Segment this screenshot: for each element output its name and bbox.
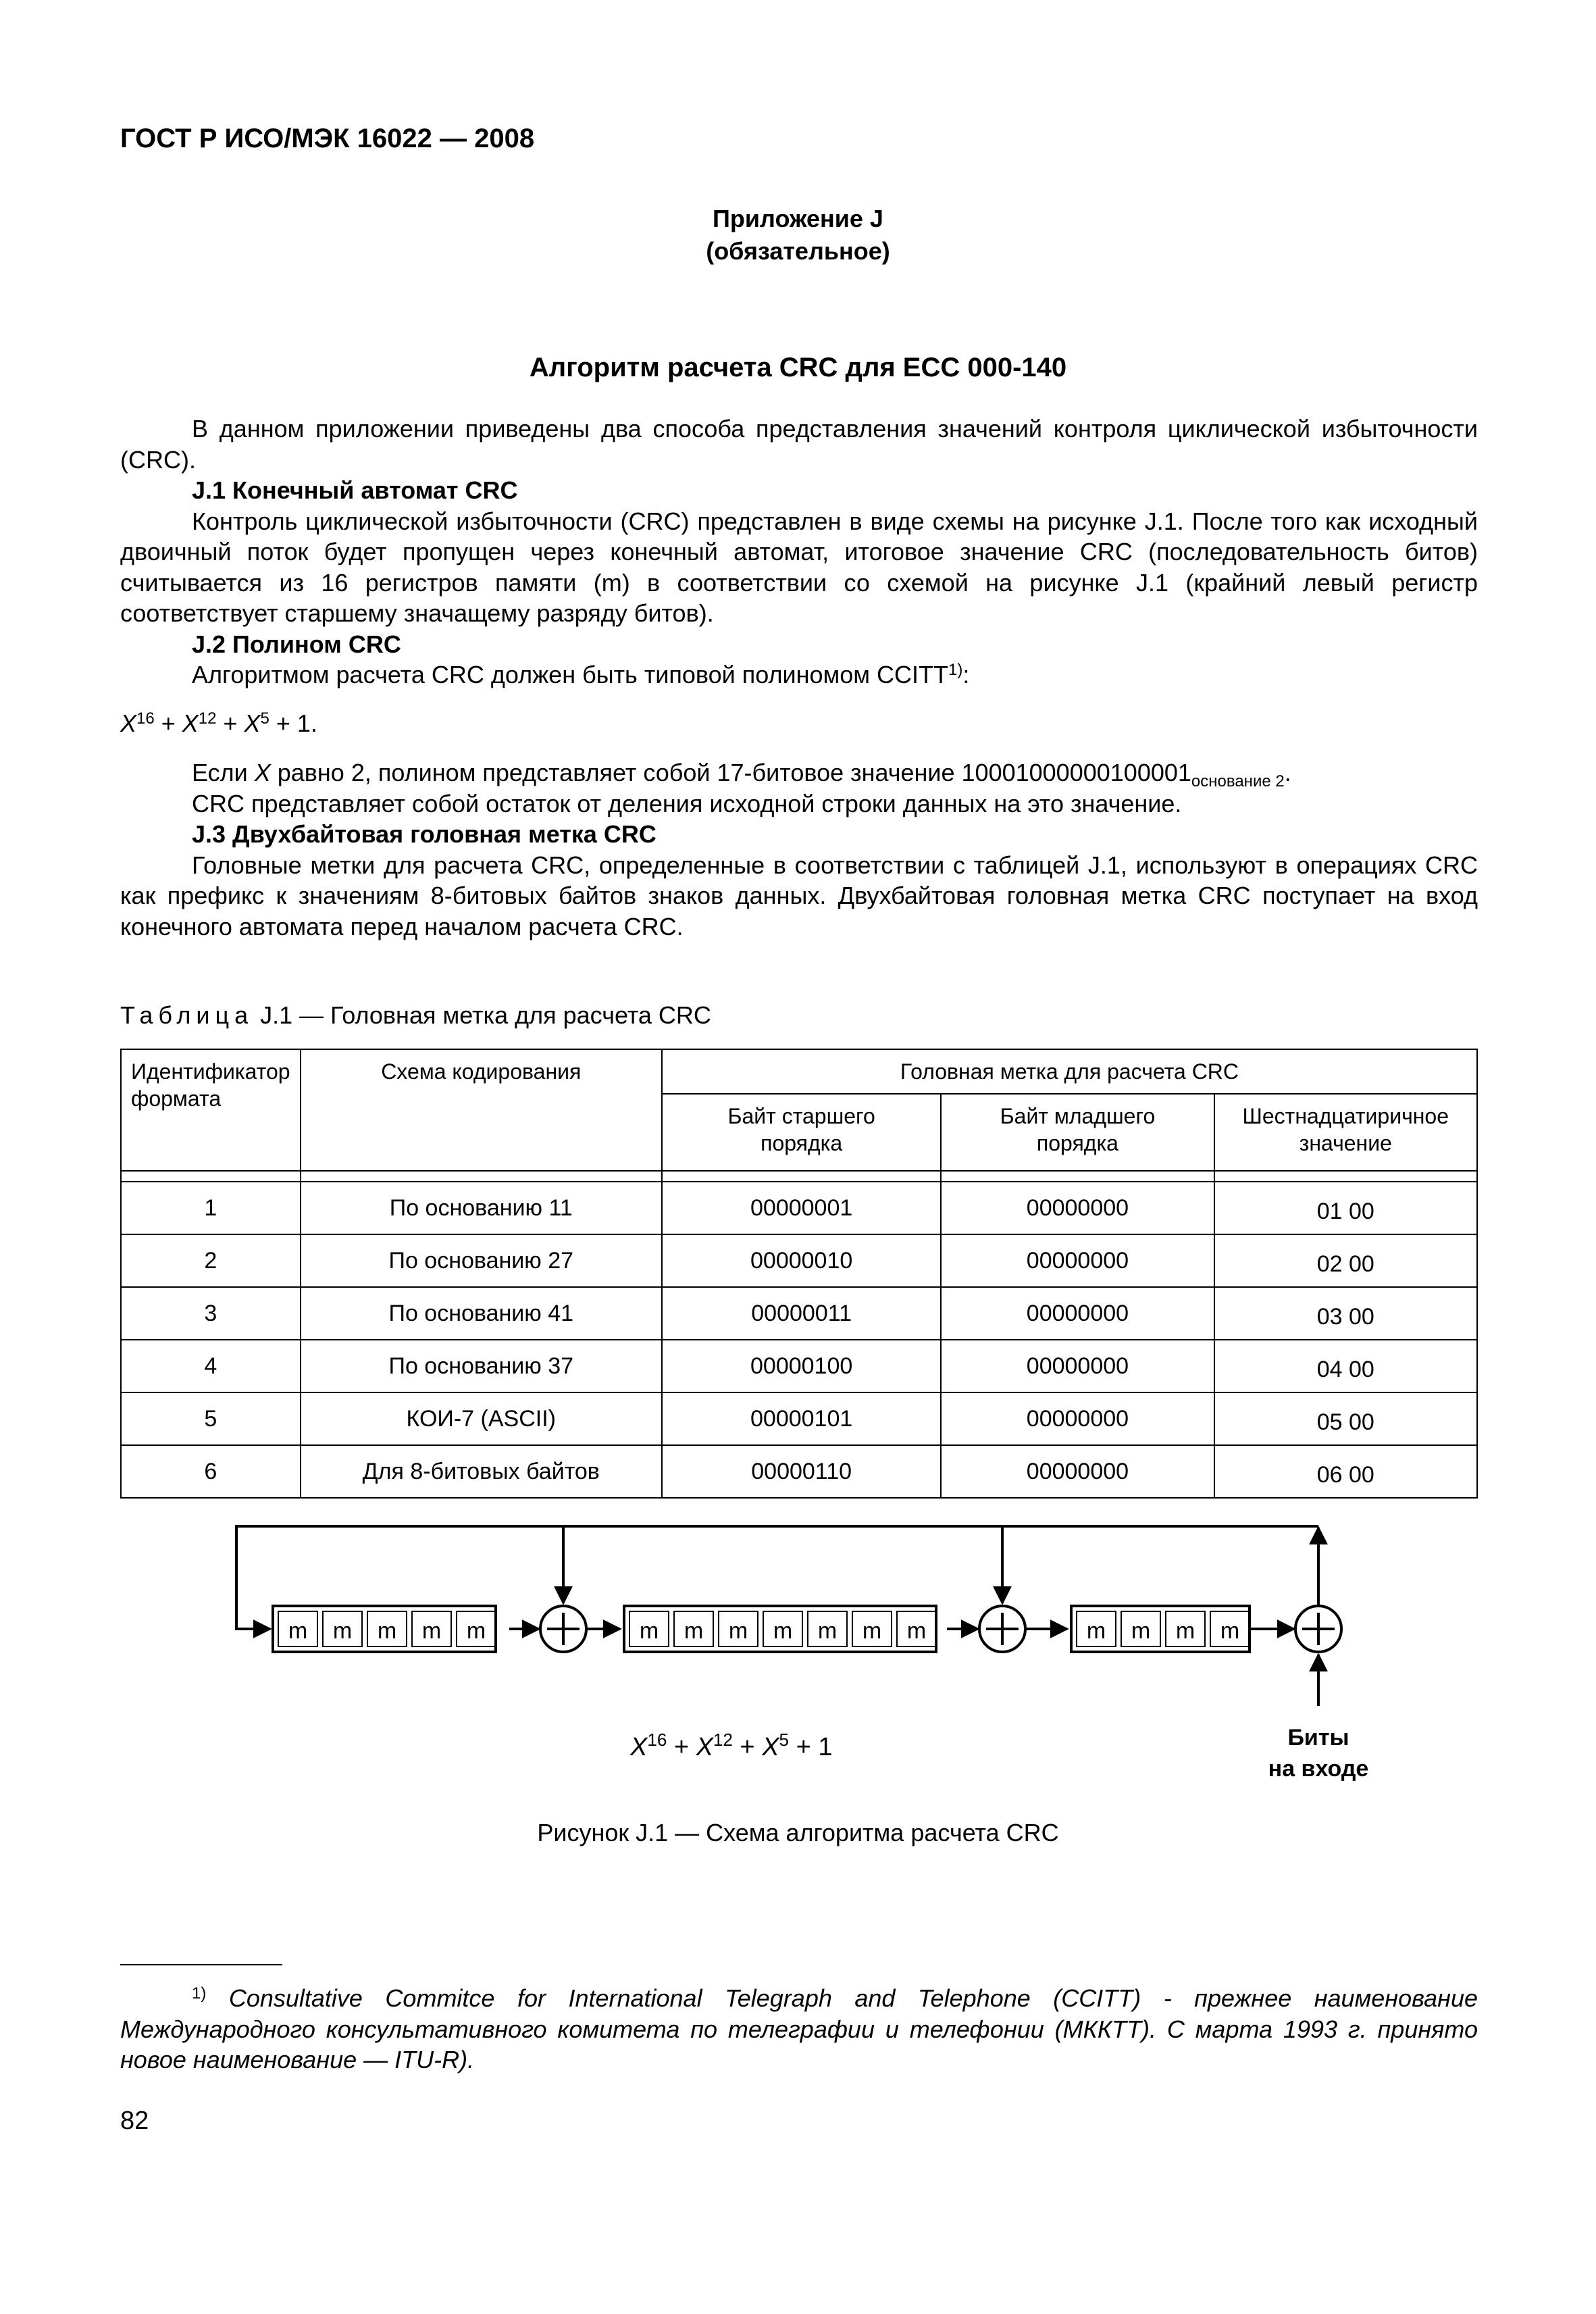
- register-label: m: [288, 1618, 308, 1644]
- col-header-id: Идентификатор формата: [121, 1049, 301, 1171]
- xor-node: [979, 1606, 1025, 1652]
- register-label: m: [817, 1618, 838, 1644]
- footnote-ref: 1): [948, 661, 963, 679]
- section-j2-heading: J.2 Полином CRC: [192, 630, 401, 658]
- cell-scheme: По основанию 27: [301, 1234, 662, 1287]
- table-row: [121, 1287, 1477, 1340]
- crc-header-table: [120, 1049, 1478, 1499]
- register-label: m: [1220, 1618, 1240, 1644]
- annex-status: (обязательное): [706, 237, 890, 265]
- const-one: 1: [297, 709, 311, 737]
- cell-id: 5: [121, 1392, 301, 1445]
- register-label: m: [377, 1618, 397, 1644]
- cell-hex: 05 00: [1214, 1392, 1477, 1445]
- col-header-low: Байт младшего порядка: [941, 1094, 1214, 1171]
- dot: .: [310, 709, 317, 737]
- annex-heading: [0, 203, 1596, 268]
- register-label: m: [862, 1618, 882, 1644]
- table-header-row: [121, 1049, 1477, 1094]
- cell-id: 6: [121, 1445, 301, 1498]
- register-label: m: [1175, 1618, 1195, 1644]
- text-run: Если: [192, 759, 255, 786]
- var-x: X: [182, 709, 199, 737]
- crc-polynomial-formula: [120, 708, 1478, 739]
- footnote-mark: 1): [192, 1984, 207, 2003]
- annex-title: Алгоритм расчета CRC для ЕСС 000-140: [529, 353, 1067, 382]
- annex-body: [120, 413, 1478, 942]
- section-j2-text: [120, 659, 1478, 690]
- cell-high: 00000101: [662, 1392, 941, 1445]
- section-j1-text: Контроль циклической избыточности (CRC) представлен в виде схемы на рисунке J.1. После того как исходный двоичный поток будет пропущен через конечный автомат, итоговое значение CRC (последовательность битов) считывается из 16 регистров памяти (m) в соответствии со схемой на рисунке J.1 (крайний левый регистр соответствует старшему значащему разряду битов).: [120, 507, 1478, 627]
- cell-low: 00000000: [941, 1392, 1214, 1445]
- table-row: [121, 1392, 1477, 1445]
- col-header-scheme: Схема кодирования: [301, 1049, 662, 1171]
- register-label: m: [773, 1618, 793, 1644]
- register-label: m: [466, 1618, 486, 1644]
- base-subscript: основание 2: [1191, 772, 1285, 790]
- plus: +: [216, 709, 244, 737]
- table-caption-word: Таблица: [120, 1001, 254, 1029]
- xor-node: [540, 1606, 586, 1652]
- register-label: m: [332, 1618, 353, 1644]
- page-number: 82: [120, 2107, 149, 2135]
- table-row: [121, 1340, 1477, 1392]
- cell-low: 00000000: [941, 1445, 1214, 1498]
- cell-hex: 02 00: [1214, 1234, 1477, 1287]
- cell-scheme: По основанию 41: [301, 1287, 662, 1340]
- table-row: [121, 1234, 1477, 1287]
- xor-node: [1295, 1606, 1341, 1652]
- footnote: [120, 1983, 1478, 2076]
- cell-high: 00000011: [662, 1287, 941, 1340]
- var-x: X: [120, 709, 137, 737]
- cell-scheme: КОИ-7 (ASCII): [301, 1392, 662, 1445]
- standard-header: ГОСТ Р ИСО/МЭК 16022 — 2008: [120, 124, 535, 153]
- cell-hex: 06 00: [1214, 1445, 1477, 1498]
- text-run: равно 2, полином представляет собой 17-битовое значение 10001000000100001: [270, 759, 1191, 786]
- var-x: X: [254, 759, 271, 786]
- cell-scheme: По основанию 37: [301, 1340, 662, 1392]
- col-header-hex: Шестнадцатиричное значение: [1214, 1094, 1477, 1171]
- table-body: [121, 1182, 1477, 1498]
- register-label: m: [906, 1618, 927, 1644]
- j2-colon: :: [962, 661, 970, 688]
- footnote-separator: [120, 1964, 282, 1965]
- exp-5: 5: [260, 709, 269, 728]
- text-run: .: [1284, 759, 1291, 786]
- input-bits-label-line1: Биты: [1287, 1725, 1349, 1751]
- cell-scheme: По основанию 11: [301, 1182, 662, 1234]
- cell-low: 00000000: [941, 1287, 1214, 1340]
- cell-high: 00000110: [662, 1445, 941, 1498]
- cell-low: 00000000: [941, 1234, 1214, 1287]
- cell-low: 00000000: [941, 1340, 1214, 1392]
- col-header-group: Головная метка для расчета CRC: [662, 1049, 1477, 1094]
- input-bits-label-line2: на входе: [1268, 1756, 1369, 1782]
- cell-hex: 04 00: [1214, 1340, 1477, 1392]
- crc-algorithm-diagram: [223, 1517, 1385, 1801]
- var-x: X: [244, 709, 261, 737]
- table-caption: [120, 1001, 711, 1030]
- register-label: m: [728, 1618, 748, 1644]
- register-label: m: [684, 1618, 704, 1644]
- table-header-separator: [121, 1171, 1477, 1182]
- cell-id: 3: [121, 1287, 301, 1340]
- register-label: m: [1131, 1618, 1151, 1644]
- register-label: m: [1086, 1618, 1106, 1644]
- cell-hex: 01 00: [1214, 1182, 1477, 1234]
- cell-id: 1: [121, 1182, 301, 1234]
- figure-caption: Рисунок J.1 — Схема алгоритма расчета CRC: [537, 1819, 1059, 1846]
- cell-hex: 03 00: [1214, 1287, 1477, 1340]
- cell-id: 2: [121, 1234, 301, 1287]
- cell-id: 4: [121, 1340, 301, 1392]
- section-j3-heading: J.3 Двухбайтовая головная метка CRC: [192, 820, 657, 848]
- j2-text: Алгоритмом расчета CRC должен быть типовой полиномом CCITT: [192, 661, 949, 688]
- register-label: m: [639, 1618, 659, 1644]
- table-row: [121, 1182, 1477, 1234]
- table-row: [121, 1445, 1477, 1498]
- section-j1-heading: J.1 Конечный автомат CRC: [192, 476, 518, 504]
- footnote-text: Consultative Commitce for International Telegraph and Telephone (CCITT) - прежнее наименование Международного консультативного комитета по телеграфии и телефонии (МККТТ). С марта 1993 г. принято новое наименование — ITU-R).: [120, 1984, 1478, 2073]
- plus: +: [154, 709, 182, 737]
- cell-high: 00000001: [662, 1182, 941, 1234]
- cell-scheme: Для 8-битовых байтов: [301, 1445, 662, 1498]
- section-j2-after-line2: CRC представляет собой остаток от деления исходной строки данных на это значение.: [192, 789, 1182, 818]
- exp-12: 12: [198, 709, 217, 728]
- cell-low: 00000000: [941, 1182, 1214, 1234]
- plus: +: [269, 709, 297, 737]
- annex-label: Приложение J: [713, 205, 883, 232]
- section-j2-after: [120, 757, 1478, 788]
- polynomial-label: $X^{16} + X^{12} + X^5 + 1$: [630, 1730, 833, 1761]
- cell-high: 00000100: [662, 1340, 941, 1392]
- table-caption-rest: J.1 — Головная метка для расчета CRC: [253, 1001, 711, 1029]
- col-header-high: Байт старшего порядка: [662, 1094, 941, 1171]
- register-label: m: [421, 1618, 442, 1644]
- exp-16: 16: [136, 709, 155, 728]
- cell-high: 00000010: [662, 1234, 941, 1287]
- section-j3-text: Головные метки для расчета CRC, определенные в соответствии с таблицей J.1, используют в операциях CRC как префикс к значениям 8-битовых байтов знаков данных. Двухбайтовая головная метка CRC поступает на вход конечного автомата перед началом расчета CRC.: [120, 851, 1478, 940]
- register-groups: [273, 1606, 1250, 1652]
- intro-paragraph: В данном приложении приведены два способа представления значений контроля циклической избыточности (CRC).: [120, 415, 1478, 474]
